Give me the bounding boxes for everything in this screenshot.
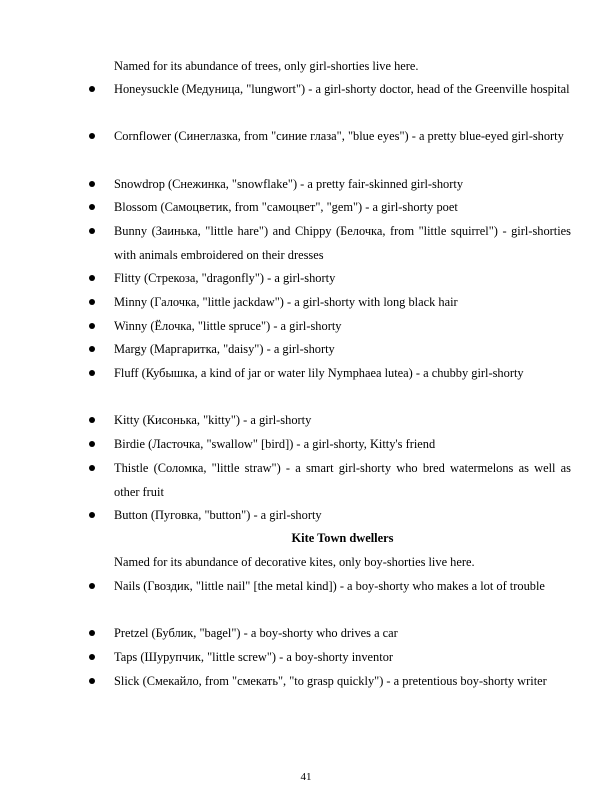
page-number: 41: [300, 771, 312, 783]
bullet-icon: [89, 275, 95, 281]
bullet-icon: [89, 465, 95, 471]
list-item: Winny (Ёлочка, "little spruce") - a girl-shorty: [114, 319, 342, 333]
bullet-icon: [89, 654, 95, 660]
section-heading: Kite Town dwellers: [291, 531, 394, 545]
list-item: Thistle (Соломка, "little straw") - a smart girl-shorty who bred watermelons as well as other fruit: [114, 461, 571, 499]
bullet-icon: [89, 370, 95, 376]
bullet-icon: [89, 441, 95, 447]
list-item: Cornflower (Синеглазка, from "синие глаза", "blue eyes") - a pretty blue-eyed girl-shorty: [114, 129, 564, 143]
list-item: Birdie (Ласточка, "swallow" [bird]) - a girl-shorty, Kitty's friend: [114, 437, 436, 451]
list-item: Button (Пуговка, "button") - a girl-shorty: [114, 508, 322, 522]
list-item: Fluff (Кубышка, a kind of jar or water lily Nymphaea lutea) - a chubby girl-shorty: [114, 366, 524, 380]
bullet-icon: [89, 346, 95, 352]
bullet-icon: [89, 678, 95, 684]
list-item: Blossom (Самоцветик, from "самоцвет", "gem") - a girl-shorty poet: [114, 200, 458, 214]
list-item: Margy (Маргаритка, "daisy") - a girl-shorty: [114, 342, 335, 356]
bullet-icon: [89, 228, 95, 234]
bullet-icon: [89, 512, 95, 518]
bullet-icon: [89, 299, 95, 305]
bullet-icon: [89, 417, 95, 423]
list-item: Minny (Галочка, "little jackdaw") - a girl-shorty with long black hair: [114, 295, 458, 309]
list-item: Kitty (Кисонька, "kitty") - a girl-shorty: [114, 413, 312, 427]
intro-text: Named for its abundance of decorative kites, only boy-shorties live here.: [114, 555, 475, 569]
list-item: Pretzel (Бублик, "bagel") - a boy-shorty who drives a car: [114, 626, 398, 640]
list-item: Bunny (Заинька, "little hare") and Chippy (Белочка, from "little squirrel") - girl-shorties with animals embroidered on their dresses: [114, 224, 571, 262]
list-item: Flitty (Стрекоза, "dragonfly") - a girl-shorty: [114, 271, 336, 285]
bullet-icon: [89, 630, 95, 636]
bullet-icon: [89, 86, 95, 92]
bullet-icon: [89, 204, 95, 210]
bullet-icon: [89, 323, 95, 329]
intro-text: Named for its abundance of trees, only girl-shorties live here.: [114, 59, 419, 73]
list-item: Honeysuckle (Медуница, "lungwort") - a girl-shorty doctor, head of the Greenville hospital: [114, 82, 570, 96]
list-item: Nails (Гвоздик, "little nail" [the metal kind]) - a boy-shorty who makes a lot of trouble: [114, 579, 545, 593]
bullet-icon: [89, 583, 95, 589]
list-item: Snowdrop (Снежинка, "snowflake") - a pretty fair-skinned girl-shorty: [114, 177, 464, 191]
bullet-icon: [89, 181, 95, 187]
list-item: Taps (Шурупчик, "little screw") - a boy-shorty inventor: [114, 650, 394, 664]
list-item: Slick (Смекайло, from "смекать", "to grasp quickly") - a pretentious boy-shorty writer: [114, 674, 547, 688]
bullet-icon: [89, 133, 95, 139]
